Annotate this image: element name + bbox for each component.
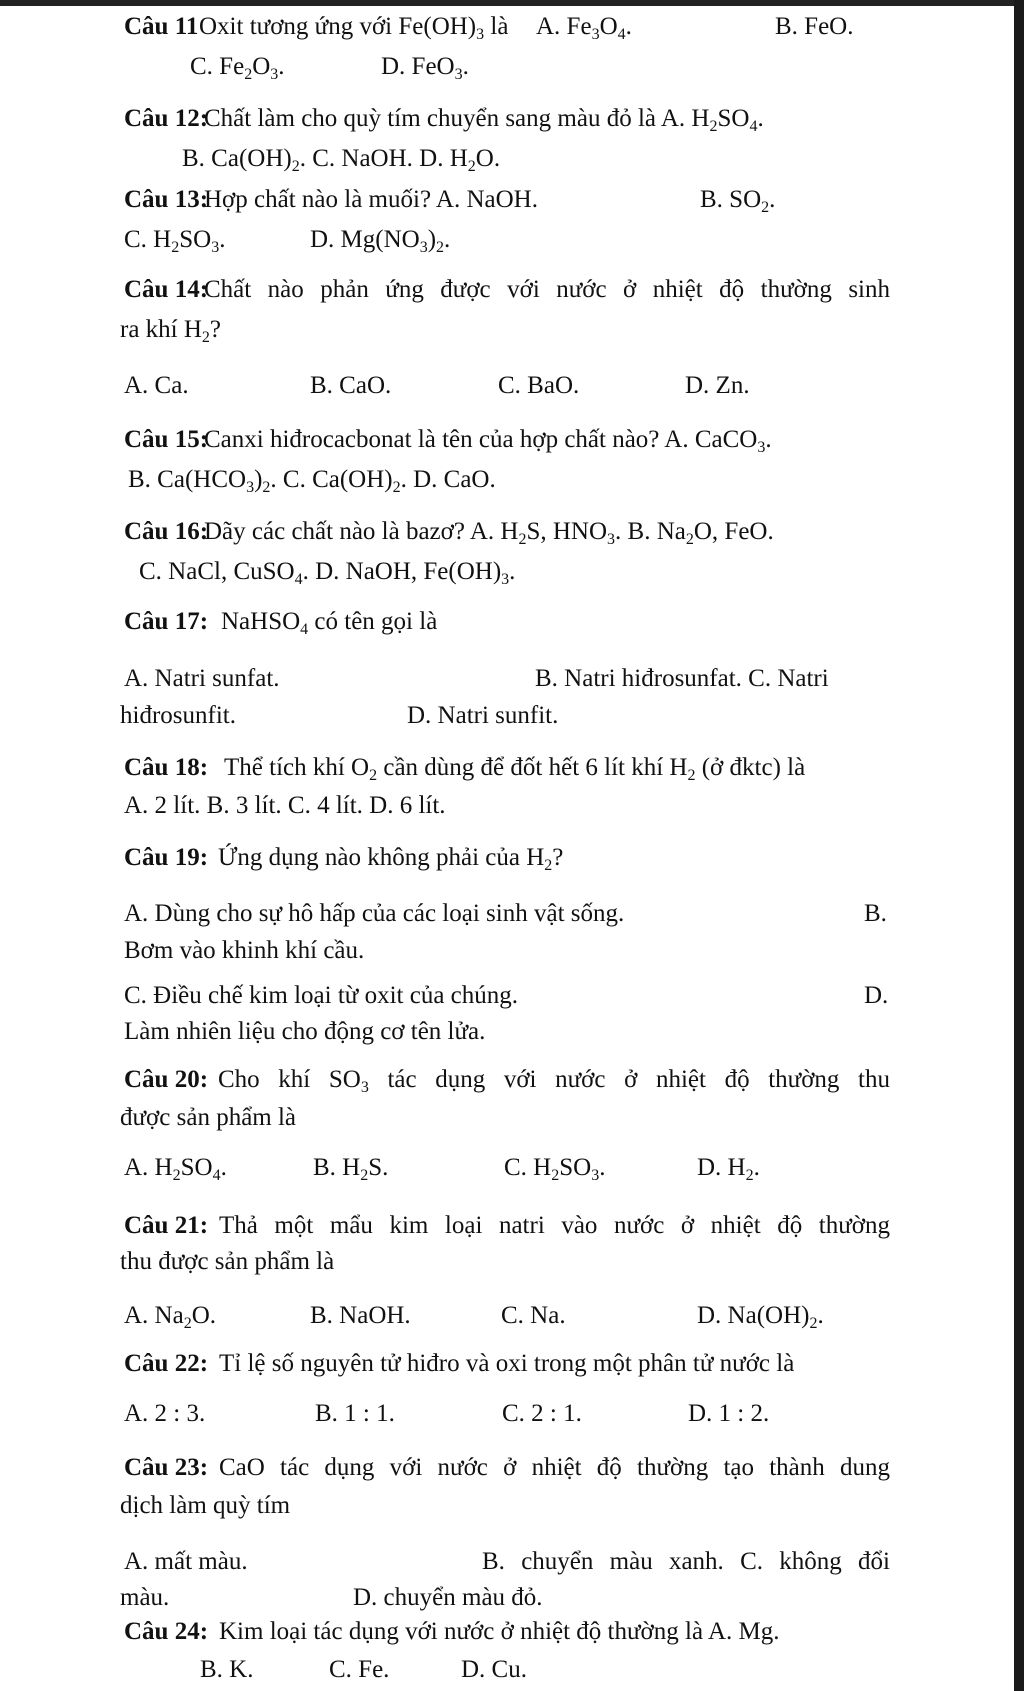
question-text-line: CaO tác dụng với nước ở nhiệt độ thường tạo thành dung (219, 1454, 890, 1481)
question-text-line: Chất nào phản ứng được với nước ở nhiệt độ thường sinh (204, 276, 890, 303)
question-number: Câu 19: (124, 844, 209, 871)
question-text-line: B. FeO. (775, 13, 854, 40)
question-text-line: Oxit tương ứng với $Fe(OH)_3$ là (199, 13, 509, 43)
question-text-line: B. K. (200, 1656, 254, 1683)
question-text-line: B. (864, 900, 887, 927)
question-text-line: D. $Mg(NO_3)_2$. (310, 226, 451, 256)
question-text-line: D. Cu. (461, 1656, 527, 1683)
question-text-line: B. $H_2S$. (313, 1154, 389, 1184)
question-text-line: D. chuyển màu đỏ. (353, 1584, 543, 1611)
question-number: Câu 12: (124, 105, 209, 132)
question-text-line: B. NaOH. (310, 1302, 411, 1329)
question-number: Câu 20: (124, 1066, 209, 1093)
question-text-line: dịch làm quỳ tím (120, 1492, 291, 1519)
question-number: Câu 16: (124, 518, 209, 545)
question-text-line: A. Natri sunfat. (124, 665, 280, 692)
question-text-line: Canxi hiđrocacbonat là tên của hợp chất nào? A. CaCO$_3$. (204, 426, 772, 456)
question-text-line: C. $Fe_2O_3$. (190, 53, 285, 83)
question-text-line: B. $SO_2$. (700, 186, 776, 216)
question-text-line: C. Fe. (329, 1656, 390, 1683)
question-text-line: B. $Ca(OH)_2$. C. NaOH. D. $H_2O$. (182, 145, 501, 175)
question-text-line: A. Dùng cho sự hô hấp của các loại sinh vật sống. (124, 900, 625, 927)
question-number: Câu 14: (124, 276, 209, 303)
question-text-line: Thả một mẩu kim loại natri vào nước ở nhiệt độ thường (219, 1212, 890, 1239)
question-text-line: B. chuyển màu xanh. C. không đổi (482, 1548, 890, 1575)
question-text-line: màu. (120, 1584, 170, 1611)
question-text-line: B. Natri hiđrosunfat. C. Natri (535, 665, 829, 692)
question-text-line: Cho khí $SO_3$ tác dụng với nước ở nhiệt độ thường thu (218, 1066, 890, 1096)
question-text-line: Tỉ lệ số nguyên tử hiđro và oxi trong một phân tử nước là (219, 1350, 795, 1377)
question-text-line: C. 2 : 1. (502, 1400, 582, 1427)
question-number: Câu 24: (124, 1618, 209, 1645)
question-number: Câu 23: (124, 1454, 209, 1481)
question-text-line: hiđrosunfit. (120, 702, 236, 729)
question-text-line: A. 2 lít. B. 3 lít. C. 4 lít. D. 6 lít. (124, 792, 446, 819)
question-text-line: C. BaO. (498, 372, 580, 399)
question-text-line: D. Natri sunfit. (407, 702, 559, 729)
question-text-line: Kim loại tác dụng với nước ở nhiệt độ thường là A. Mg. (219, 1618, 780, 1645)
question-text-line: B. $Ca(HCO_3)_2$. C. $Ca(OH)_2$. D. CaO. (128, 466, 496, 496)
question-text-line: D. $Na(OH)_2$. (697, 1302, 824, 1332)
question-text-line: B. CaO. (310, 372, 392, 399)
top-border (0, 0, 1024, 6)
question-number: Câu 22: (124, 1350, 209, 1377)
question-text-line: A. 2 : 3. (124, 1400, 206, 1427)
question-text-line: C. NaCl, CuSO$_4$. D. NaOH, $Fe(OH)_3$. (139, 558, 516, 588)
question-number: Câu 13: (124, 186, 209, 213)
question-text-line: Ứng dụng nào không phải của $H_2$? (218, 844, 564, 874)
question-text-line: A. Ca. (124, 372, 189, 399)
question-text-line: Hợp chất nào là muối? A. NaOH. (204, 186, 538, 213)
question-number: Câu 21: (124, 1212, 209, 1239)
question-text-line: D. 1 : 2. (688, 1400, 770, 1427)
question-text-line: A. mất màu. (124, 1548, 248, 1575)
question-text-line: A. $Fe_3O_4$. (536, 13, 632, 43)
question-text-line: C. $H_2SO_3$. (124, 226, 226, 256)
question-text-line: Thể tích khí $O_2$ cần dùng để đốt hết 6 lít khí $H_2$ (ở đktc) là (224, 754, 806, 784)
question-text-line: D. (864, 982, 889, 1009)
question-text-line: thu được sản phẩm là (120, 1248, 335, 1275)
question-text-line: A. $H_2SO_4$. (124, 1154, 227, 1184)
question-number: Câu 11 (124, 13, 199, 40)
question-text-line: D. $H_2$. (697, 1154, 760, 1184)
question-text-line: Chất làm cho quỳ tím chuyển sang màu đỏ là A. $H_2SO_4$. (204, 105, 764, 135)
question-text-line: được sản phẩm là (120, 1104, 297, 1131)
question-text-line: ra khí $H_2$? (120, 316, 222, 346)
question-text-line: C. Điều chế kim loại từ oxit của chúng. (124, 982, 519, 1009)
question-text-line: NaHSO$_4$ có tên gọi là (221, 608, 438, 638)
question-text-line: A. $Na_2O$. (124, 1302, 217, 1332)
question-text-line: C. Na. (501, 1302, 566, 1329)
right-border (1014, 0, 1024, 1691)
question-text-line: B. 1 : 1. (315, 1400, 395, 1427)
question-text-line: Làm nhiên liệu cho động cơ tên lửa. (124, 1018, 486, 1045)
question-number: Câu 17: (124, 608, 209, 635)
question-text-line: Bơm vào khinh khí cầu. (124, 937, 365, 964)
question-text-line: D. FeO$_3$. (381, 53, 469, 83)
question-text-line: D. Zn. (685, 372, 750, 399)
question-text-line: C. $H_2SO_3$. (504, 1154, 606, 1184)
question-number: Câu 15: (124, 426, 209, 453)
question-number: Câu 18: (124, 754, 209, 781)
question-text-line: Dãy các chất nào là bazơ? A. $H_2S$, $HNO_3$. B. $Na_2O$, FeO. (204, 518, 774, 548)
